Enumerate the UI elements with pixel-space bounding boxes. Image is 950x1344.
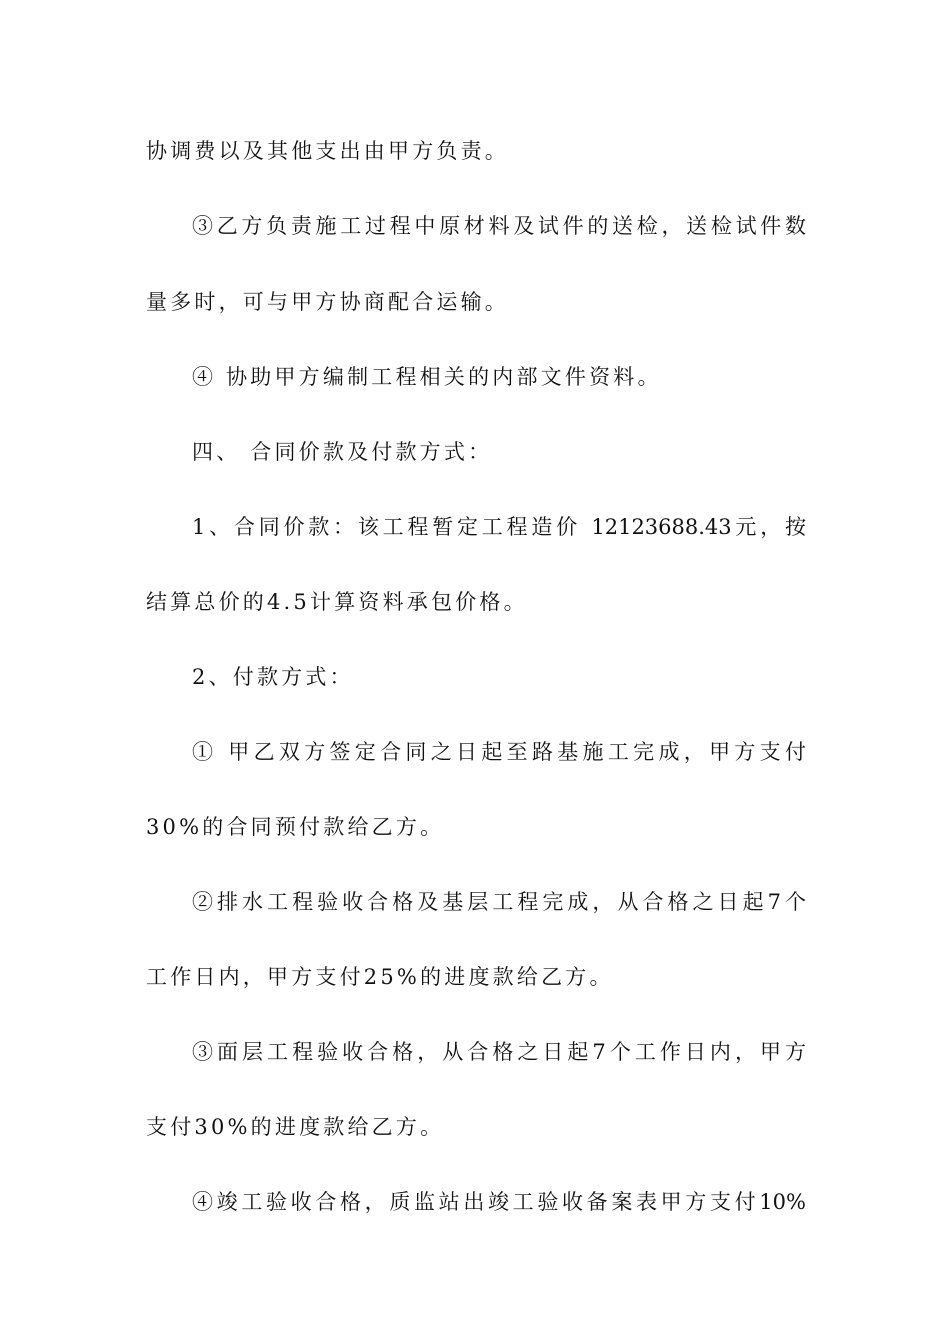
paragraph-line-15: ④竣工验收合格，质监站出竣工验收备案表甲方支付10% [192,1190,806,1214]
subheading-payment: 2、付款方式： [192,665,354,689]
paragraph-line-14: 支付30%的进度款给乙方。 [146,1115,445,1139]
paragraph-line-2: ③乙方负责施工过程中原材料及试件的送检，送检试件数 [192,214,806,238]
paragraph-line-10: 30%的合同预付款给乙方。 [146,815,445,839]
paragraph-line-7: 结算总价的4.5计算资料承包价格。 [146,590,528,614]
paragraph-line-3: 量多时，可与甲方协商配合运输。 [146,290,509,314]
paragraph-line-4: ④ 协助甲方编制工程相关的内部文件资料。 [192,365,662,389]
paragraph-line-9: ① 甲乙双方签定合同之日起至路基施工完成，甲方支付 [192,740,806,764]
paragraph-line-13: ③面层工程验收合格，从合格之日起7个工作日内，甲方 [192,1040,806,1064]
paragraph-line-1: 协调费以及其他支出由甲方负责。 [146,139,509,163]
section-heading: 四、 合同价款及付款方式： [192,440,493,464]
paragraph-line-12: 工作日内，甲方支付25%的进度款给乙方。 [146,965,614,989]
paragraph-line-11: ②排水工程验收合格及基层工程完成，从合格之日起7个 [192,890,806,914]
paragraph-line-6: 1、合同价款：该工程暂定工程造价 12123688.43元，按 [192,515,806,539]
